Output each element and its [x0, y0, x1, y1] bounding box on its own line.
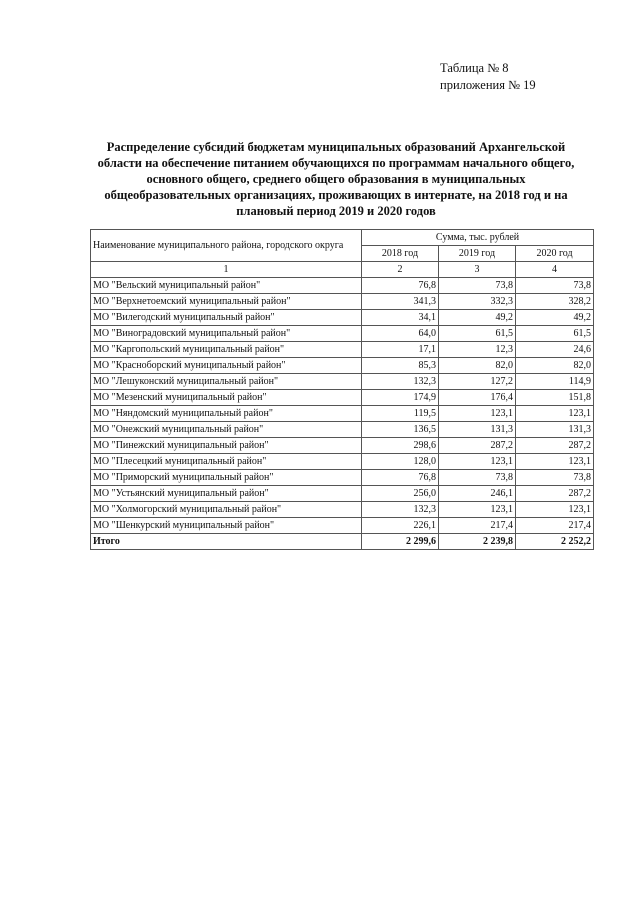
- column-header-2019: 2019 год: [439, 246, 516, 262]
- value-2018: 76,8: [362, 470, 439, 486]
- row-name: МО "Каргопольский муниципальный район": [91, 342, 362, 358]
- table-header-row: [91, 230, 594, 246]
- column-number: 3: [439, 262, 516, 278]
- table-row: [91, 294, 594, 310]
- value-2018: 76,8: [362, 278, 439, 294]
- value-2019: 176,4: [439, 390, 516, 406]
- value-2018: 17,1: [362, 342, 439, 358]
- table-row: [91, 390, 594, 406]
- value-2018: 128,0: [362, 454, 439, 470]
- value-2019: 131,3: [439, 422, 516, 438]
- column-numbers-row: [91, 262, 594, 278]
- table-row: [91, 438, 594, 454]
- column-header-2020: 2020 год: [516, 246, 594, 262]
- value-2019: 287,2: [439, 438, 516, 454]
- value-2020: 328,2: [516, 294, 594, 310]
- row-name: МО "Виноградовский муниципальный район": [91, 326, 362, 342]
- value-2020: 123,1: [516, 406, 594, 422]
- row-name: МО "Онежский муниципальный район": [91, 422, 362, 438]
- value-2020: 123,1: [516, 454, 594, 470]
- total-label: Итого: [91, 534, 362, 550]
- value-2020: 123,1: [516, 502, 594, 518]
- row-name: МО "Холмогорский муниципальный район": [91, 502, 362, 518]
- value-2020: 82,0: [516, 358, 594, 374]
- column-header-sum: Сумма, тыс. рублей: [362, 230, 594, 246]
- value-2020: 49,2: [516, 310, 594, 326]
- value-2020: 73,8: [516, 278, 594, 294]
- total-2019: 2 239,8: [439, 534, 516, 550]
- value-2018: 298,6: [362, 438, 439, 454]
- value-2019: 61,5: [439, 326, 516, 342]
- value-2019: 73,8: [439, 278, 516, 294]
- value-2018: 64,0: [362, 326, 439, 342]
- value-2018: 341,3: [362, 294, 439, 310]
- row-name: МО "Плесецкий муниципальный район": [91, 454, 362, 470]
- row-name: МО "Вилегодский муниципальный район": [91, 310, 362, 326]
- value-2020: 287,2: [516, 438, 594, 454]
- row-name: МО "Верхнетоемский муниципальный район": [91, 294, 362, 310]
- value-2020: 73,8: [516, 470, 594, 486]
- row-name: МО "Няндомский муниципальный район": [91, 406, 362, 422]
- row-name: МО "Вельский муниципальный район": [91, 278, 362, 294]
- row-name: МО "Красноборский муниципальный район": [91, 358, 362, 374]
- subsidy-table: [90, 229, 594, 550]
- appendix-number: приложения № 19: [440, 78, 536, 92]
- value-2019: 123,1: [439, 454, 516, 470]
- value-2018: 132,3: [362, 374, 439, 390]
- table-row: [91, 518, 594, 534]
- value-2018: 226,1: [362, 518, 439, 534]
- table-reference: [440, 60, 536, 94]
- table-number: Таблица № 8: [440, 61, 509, 75]
- value-2020: 287,2: [516, 486, 594, 502]
- value-2020: 217,4: [516, 518, 594, 534]
- value-2018: 132,3: [362, 502, 439, 518]
- value-2020: 114,9: [516, 374, 594, 390]
- total-row: [91, 534, 594, 550]
- table-row: [91, 470, 594, 486]
- table-row: [91, 358, 594, 374]
- column-number: 1: [91, 262, 362, 278]
- table-row: [91, 374, 594, 390]
- value-2019: 246,1: [439, 486, 516, 502]
- table-row: [91, 310, 594, 326]
- value-2019: 49,2: [439, 310, 516, 326]
- table-row: [91, 502, 594, 518]
- value-2019: 123,1: [439, 406, 516, 422]
- table-row: [91, 278, 594, 294]
- value-2018: 119,5: [362, 406, 439, 422]
- table-row: [91, 486, 594, 502]
- column-number: 4: [516, 262, 594, 278]
- table-row: [91, 454, 594, 470]
- value-2018: 85,3: [362, 358, 439, 374]
- table-row: [91, 342, 594, 358]
- value-2019: 127,2: [439, 374, 516, 390]
- value-2019: 217,4: [439, 518, 516, 534]
- row-name: МО "Шенкурский муниципальный район": [91, 518, 362, 534]
- total-2018: 2 299,6: [362, 534, 439, 550]
- value-2019: 123,1: [439, 502, 516, 518]
- row-name: МО "Лешуконский муниципальный район": [91, 374, 362, 390]
- table-row: [91, 422, 594, 438]
- total-2020: 2 252,2: [516, 534, 594, 550]
- value-2020: 131,3: [516, 422, 594, 438]
- table-row: [91, 406, 594, 422]
- value-2020: 24,6: [516, 342, 594, 358]
- value-2019: 332,3: [439, 294, 516, 310]
- document-title: Распределение субсидий бюджетам муниципальных образований Архангельской области на обеспечение питанием обучающихся по программам начального общего, основного общего, среднего общего образования в муниципальных общеобразовательных организациях, проживающих в интернате, на 2018 год и на плановый период 2019 и 2020 годов: [97, 140, 575, 218]
- value-2018: 174,9: [362, 390, 439, 406]
- value-2018: 136,5: [362, 422, 439, 438]
- column-header-2018: 2018 год: [362, 246, 439, 262]
- row-name: МО "Мезенский муниципальный район": [91, 390, 362, 406]
- row-name: МО "Устьянский муниципальный район": [91, 486, 362, 502]
- value-2018: 34,1: [362, 310, 439, 326]
- row-name: МО "Приморский муниципальный район": [91, 470, 362, 486]
- value-2020: 61,5: [516, 326, 594, 342]
- column-header-name: Наименование муниципального района, городского округа: [91, 230, 362, 262]
- value-2019: 82,0: [439, 358, 516, 374]
- value-2019: 73,8: [439, 470, 516, 486]
- table-row: [91, 326, 594, 342]
- value-2020: 151,8: [516, 390, 594, 406]
- row-name: МО "Пинежский муниципальный район": [91, 438, 362, 454]
- value-2019: 12,3: [439, 342, 516, 358]
- value-2018: 256,0: [362, 486, 439, 502]
- column-number: 2: [362, 262, 439, 278]
